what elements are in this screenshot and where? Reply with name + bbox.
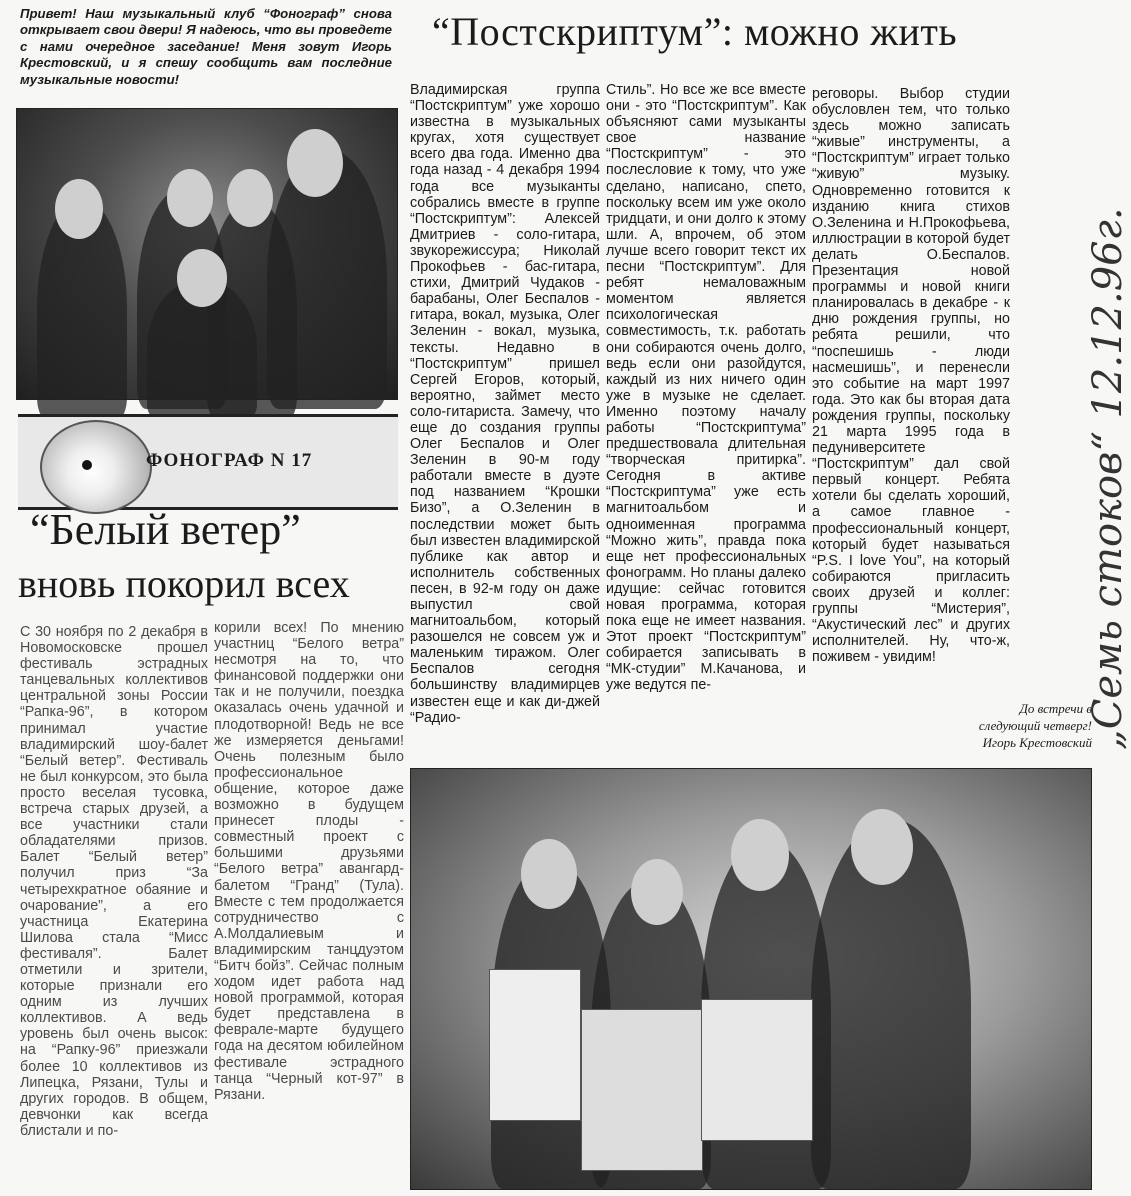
article-headline-postscriptum: “Постскриптум”: можно жить <box>432 9 958 54</box>
article-column-2: Стиль”. Но все же все вместе они - это “Постскриптум”. Как объясняют сами музыканты свое название “Постскриптум” - это послесловие к тому, что уже сделано, написано, спето, поскольку всем им уже около тридцати, и они долго к этому шли. А, впрочем, об этом лучше всего говорит текст их песни “Постскриптум”. Для ребят немаловажным моментом является психологическая совместимость, т.к. работать они собираются очень долго, ведь если они разойдутся, каждый из них ничего один уже в музыке не сделает. Именно поэтому началу работы “Постскриптума” предшествовала длительная “творческая притирка”. Сегодня в активе “Постскриптума” уже есть магнитоальбом и одноименная программа “Можно жить”, правда пока еще нет профессиональных фонограмм. Но планы далеко идущие: сейчас готовится новая программа, которая пока еще не имеет названия. Этот проект “Постскриптум” собирается записывать в “МК-студии” М.Качанова, и уже ведутся пе- <box>606 82 806 694</box>
article-headline-white-wind: “Белый ветер” <box>30 505 301 554</box>
white-wind-column-1: С 30 ноября по 2 декабря в Новомосковске прошел фестиваль эстрадных танцевальных коллективов центральной зоны России “Рапка-96”, в котором принимал участие владимирский шоу-балет “Белый ветер”. Фестиваль не был конкурсом, это была просто веселая тусовка, встреча старых друзей, а все участники стали обладателями призов. Балет “Белый ветер” получил приз “За четырехкратное обаяние и очарование”, а его участница Екатерина Шилова стала “Мисс фестиваля”. Балет отметили и зрители, которые признали его одним из лучших коллективов. А ведь уровень был очень высок: на “Рапку-96” приезжали более 10 коллективов из Липецка, Рязани, Тулы и других городов. В общем, девчонки как всегда блистали и по- <box>20 624 208 1139</box>
record-center-icon <box>82 460 92 470</box>
signature-author: Игорь Крестовский <box>982 735 1092 750</box>
handwritten-note <box>1040 70 1131 750</box>
signature-line: следующий четверг! <box>978 718 1092 733</box>
intro-text: Привет! Наш музыкальный клуб “Фонограф” снова открывает свои двери! Я надеюсь, что вы проведете с нами очередное заседание! Меня зовут Игорь Крестовский, и я спешу сообщить вам последние музыкальные новости! <box>20 6 392 87</box>
article-subheadline-white-wind: вновь покорил всех <box>18 561 350 606</box>
article-column-3: реговоры. Выбор студии обусловлен тем, что только здесь можно записать “живые” инструменты, а “Постскриптум” играет только “живую” музыку. Одновременно готовится к изданию книга стихов О.Зеленина и Н.Прокофьева, иллюстрации в которой будет делать О.Беспалов. Презентация новой программы и новой книги планировалась в декабре - к дню рождения группы, но ребята решили, что “поспешишь - люди насмешишь”, и перенесли это событие на март 1997 года. Это как бы вторая дата рождения группы, поскольку 21 марта 1995 года в педуниверситете “Постскриптум” дал свой первый концерт. Ребята хотели бы сделать хороший, а самое главное - профессиональный концерт, который будет называться “P.S. I love You”, на который собираются пригласить своих друзей и коллег: группы “Мистерия”, “Акустический лес” и других исполнителей. Ну, что-ж, поживем - увидим! <box>812 86 1010 666</box>
band-photo <box>16 108 398 400</box>
white-wind-column-2: корили всех! По мнению участниц “Белого ветра” несмотря на то, что финансовой поддержки они так и не получили, поездка оказалась очень удачной и плодотворной! Ведь не все же измеряется деньгами! Очень полезным было профессиональное общение, которое даже возможно в будущем принесет плоды - совместный проект с большими друзьями “Белого ветра” авангард-балетом “Гранд” (Тула). Вместе с тем продолжается сотрудничество с А.Молдалиевым и владимирским танцдуэтом “Битч бойз”. Сейчас полным ходом идет работа над новой программой, которая будет представлена в феврале-марте будущего года на десятом юбилейном фестивале эстрадного танца “Черный кот-97” в Рязани. <box>214 620 404 1103</box>
signature-line: До встречи в <box>1019 701 1092 716</box>
handwritten-date: „Семь стоков“ 12.12.96г. <box>1085 207 1131 750</box>
banner-title: ФОНОГРАФ N 17 <box>146 450 313 471</box>
record-disc-icon <box>40 420 152 514</box>
article-column-1: Владимирская группа “Постскриптум” уже хорошо известна в музыкальных кругах, хотя существует всего два года. Именно два года назад - 4 декабря 1994 года все музыканты собрались вместе в группе “Постскриптум”: Алексей Дмитриев - соло-гитара, звукорежиссура; Николай Прокофьев - бас-гитара, стихи, Дмитрий Чудаков - барабаны, Олег Беспалов - гитара, вокал, музыка, Олег Зеленин - вокал, музыка, тексты. Недавно в “Постскриптум” пришел Сергей Егоров, который, вероятно, займет место соло-гитариста. Замечу, что еще до создания группы Олег Беспалов и Олег Зеленин в 90-м году работали вместе в дуэте под названием “Крошки Бизо”, а О.Зеленин в последствии может быть был известен владимирской публике как автор и исполнитель собственных песен, в 92-м году он даже выпустил свой магнитоальбом, который разошелся не совсем уж и маленьким тиражом. Олег Беспалов сегодня большинству владимирцев известен еще и как ди-джей “Радио- <box>410 82 600 726</box>
dancers-photo <box>410 768 1092 1190</box>
